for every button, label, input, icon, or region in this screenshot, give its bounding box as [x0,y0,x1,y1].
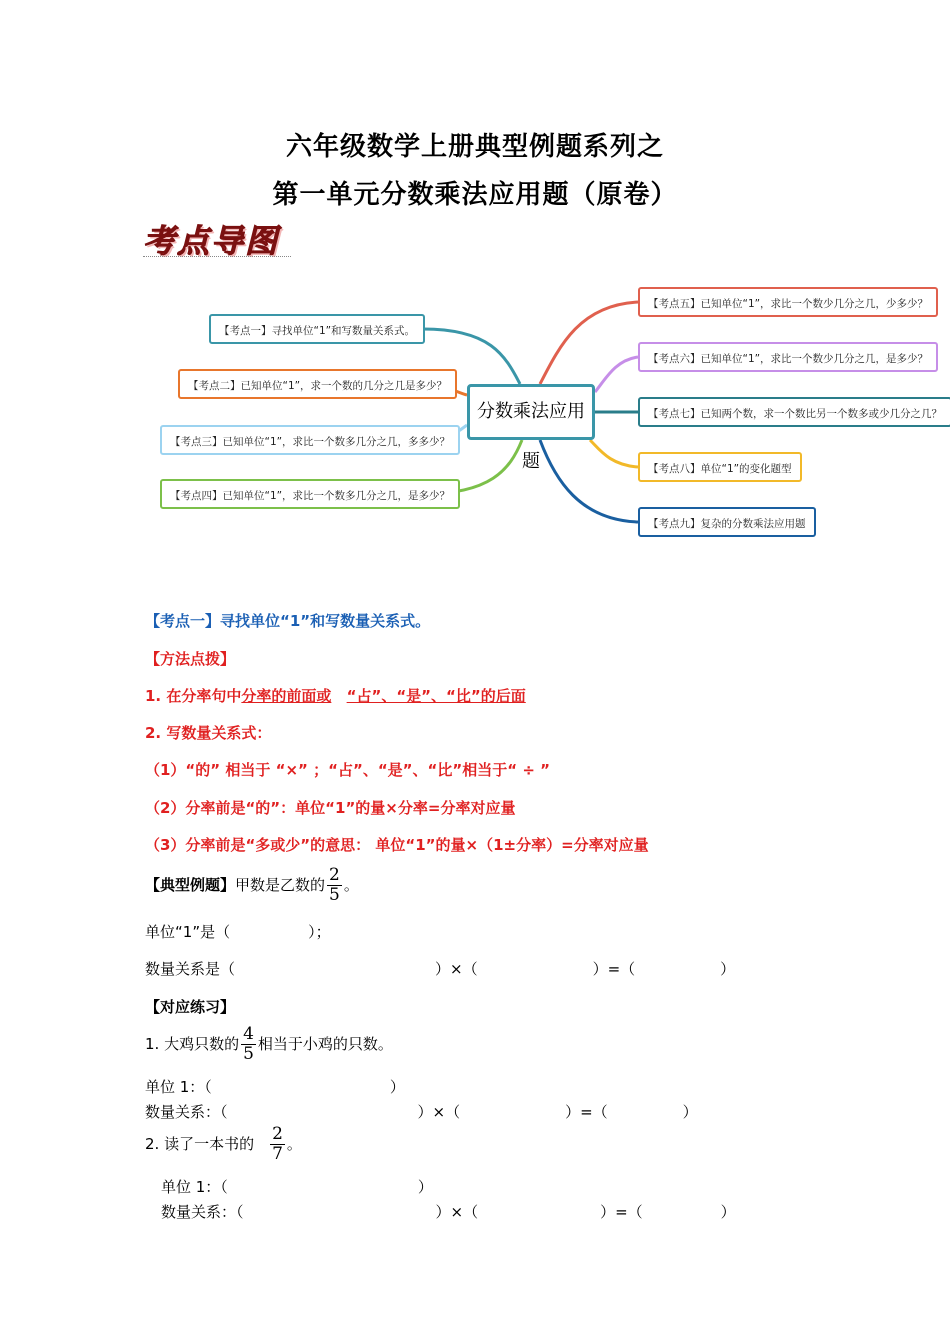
method-1 [145,685,526,706]
example-fraction [327,866,342,905]
connector-6 [595,357,638,392]
practice-2 [145,1125,302,1164]
relation-times: ）×（ [435,960,478,978]
method-1-underline-b: “占”、“是”、“比”的后面 [346,687,526,705]
practice-2-period: 。 [286,1135,302,1153]
method-1-underline-a: 分率的前面或 [241,687,332,705]
relation-close: ） [720,960,736,978]
relation-equals: ）=（ [592,960,636,978]
practice-1-unit [145,1076,405,1097]
unit-label: 单位 1：（ [161,1178,228,1196]
mindmap-node-3: 【考点三】已知单位“1”，求比一个数多几分之几，多多少？ [160,425,460,455]
practice-1-relation [145,1101,698,1122]
unit-label: 单位“1”是（ [145,923,231,941]
practice-title: 【对应练习】 [145,998,236,1016]
method-2-1: （1）“的” 相当于 “×” ；“占”、“是”、“比”相当于“ ÷ ” [145,761,550,779]
mindmap-node-2: 【考点二】已知单位“1”，求一个数的几分之几是多少？ [178,369,457,399]
relation-label: 数量关系：（ [161,1203,244,1221]
method-2-2: （2）分率前是“的”：单位“1”的量×分率=分率对应量 [145,799,516,817]
practice-2-text: 2. 读了一本书的 [145,1135,255,1153]
practice-2-relation [161,1201,736,1222]
practice-1-fraction [241,1025,256,1064]
relation-equals: ）=（ [565,1103,608,1121]
mindmap-node-8: 【考点八】单位“1”的变化题型 [638,452,802,482]
relation-equals: ）=（ [600,1203,643,1221]
unit-label: 单位 1：（ [145,1078,212,1096]
relation-times: ）×（ [417,1103,461,1121]
mindmap-node-4: 【考点四】已知单位“1”，求比一个数多几分之几，是多少？ [160,479,460,509]
relation-label: 数量关系：（ [145,1103,228,1121]
relation-times: ）×（ [435,1203,479,1221]
section-heading: 【考点一】寻找单位“1”和写数量关系式。 [145,612,431,630]
page-title-line1: 六年级数学上册典型例题系列之 [285,132,664,162]
method-2: 2. 写数量关系式： [145,724,272,742]
example-line [145,866,359,905]
unit-close: ） [389,1078,405,1096]
mindmap-node-1: 【考点一】寻找单位“1”和写数量关系式。 [209,314,425,344]
practice-1 [145,1025,393,1064]
example-period: 。 [343,876,359,894]
mindmap-node-9: 【考点九】复杂的分数乘法应用题 [638,507,816,537]
connector-5 [540,302,638,384]
mindmap-center: 分数乘法应用题 [467,384,595,440]
relation-label: 数量关系是（ [145,960,236,978]
fraction-denominator: 7 [272,1144,283,1164]
fraction-numerator: 4 [243,1024,254,1044]
method-1-prefix: 1. 在分率句中 [145,687,242,705]
section-logo: 考点导图 [143,222,280,260]
unit-close: ） [417,1178,433,1196]
connector-8 [590,440,638,467]
example-unit-line [145,921,331,942]
practice-1-text-b: 相当于小鸡的只数。 [257,1035,393,1053]
example-relation-line [145,958,735,979]
example-label: 【典型例题】 [145,876,236,894]
mindmap-node-6: 【考点六】已知单位“1”，求比一个数少几分之几，是多少？ [638,342,938,372]
fraction-numerator: 2 [272,1124,283,1144]
fraction-numerator: 2 [329,865,340,885]
method-title: 【方法点拨】 [145,650,236,668]
practice-2-fraction [270,1125,285,1164]
fraction-denominator: 5 [243,1044,254,1064]
relation-close: ） [682,1103,698,1121]
page-title-line2: 第一单元分数乘法应用题（原卷） [272,180,678,210]
unit-close: ）； [308,923,331,941]
mindmap-node-7: 【考点七】已知两个数，求一个数比另一个数多或少几分之几？ [638,397,950,427]
mindmap-node-5: 【考点五】已知单位“1”，求比一个数少几分之几，少多少？ [638,287,938,317]
example-text: 甲数是乙数的 [235,876,326,894]
practice-1-text-a: 1. 大鸡只数的 [145,1035,240,1053]
relation-close: ） [720,1203,736,1221]
practice-2-unit [161,1176,433,1197]
fraction-denominator: 5 [329,885,340,905]
method-2-3: （3）分率前是“多或少”的意思： 单位“1”的量×（1±分率）=分率对应量 [145,836,649,854]
connector-9 [540,440,638,522]
